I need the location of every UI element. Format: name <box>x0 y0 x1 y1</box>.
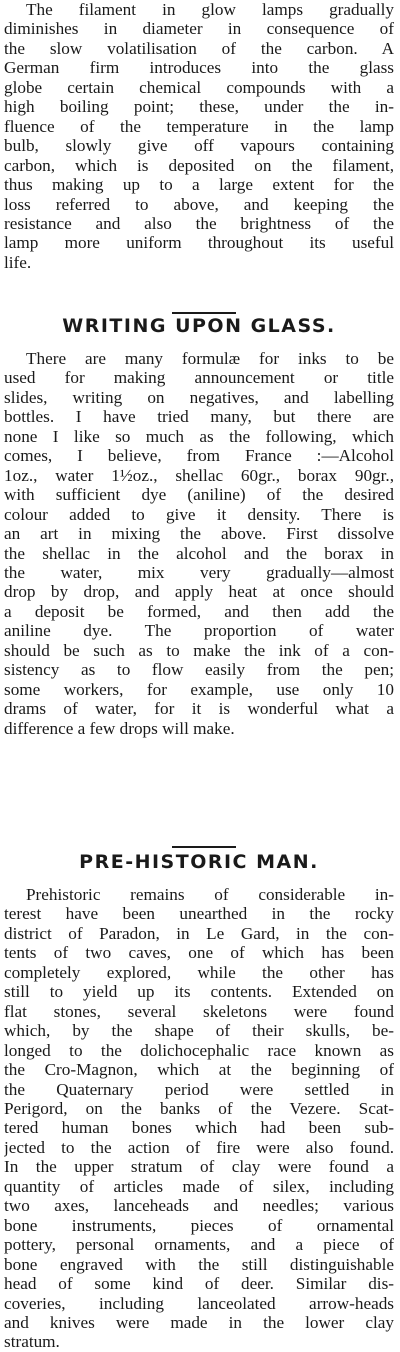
text-line: pottery, personal ornaments, and a piece of <box>4 1235 394 1255</box>
text-line: an art in mixing the above. First dissolve <box>4 524 394 544</box>
text-line: the Cro-Magnon, which at the beginning of <box>4 1060 394 1080</box>
text-line: district of Paradon, in Le Gard, in the con- <box>4 923 394 943</box>
text-line: German firm introduces into the glass <box>4 58 394 78</box>
article-writing-upon-glass <box>4 349 394 738</box>
text-line: with sufficient dye (aniline) of the desired <box>4 485 394 505</box>
text-line: completely explored, while the other has <box>4 962 394 982</box>
text-line: comes, I believe, from France :—Alcohol <box>4 446 394 466</box>
text-line: none I like so much as the following, which <box>4 426 394 446</box>
text-line: In the upper stratum of clay were found a <box>4 1157 394 1177</box>
text-line: and knives were made in the lower clay <box>4 1312 394 1332</box>
text-line: quantity of articles made of silex, including <box>4 1176 394 1196</box>
text-line: should be such as to make the ink of a con- <box>4 640 394 660</box>
section-divider <box>172 846 236 848</box>
text-line: The filament in glow lamps gradually <box>26 0 394 19</box>
heading-writing-upon-glass: WRITING UPON GLASS. <box>62 315 336 337</box>
text-line: longed to the dolichocephalic race known as <box>4 1040 394 1060</box>
text-line: a deposit be formed, and then add the <box>4 601 394 621</box>
text-line: the Quaternary period were settled in <box>4 1079 394 1099</box>
text-line: high boiling point; these, under the in- <box>4 97 394 117</box>
text-line: tered human bones which had been sub- <box>4 1118 394 1138</box>
text-line: the water, mix very gradually—almost <box>4 562 394 582</box>
text-line: loss referred to above, and keeping the <box>4 194 394 214</box>
heading-pre-historic-man: PRE-HISTORIC MAN. <box>79 851 319 873</box>
text-line: two axes, lanceheads and needles; various <box>4 1196 394 1216</box>
section-divider <box>172 312 236 314</box>
text-line: used for making announcement or title <box>4 368 394 388</box>
text-line: flat stones, several skeletons were found <box>4 1001 394 1021</box>
text-line: thus making up to a large extent for the <box>4 175 394 195</box>
text-line: There are many formulæ for inks to be <box>26 349 394 368</box>
text-line: fluence of the temperature in the lamp <box>4 116 394 136</box>
article-pre-historic-man <box>4 885 394 1352</box>
text-line: tents of two caves, one of which has been <box>4 943 394 963</box>
text-line: difference a few drops will make. <box>4 718 235 738</box>
text-line: aniline dye. The proportion of water <box>4 621 394 641</box>
article-glow-lamps <box>4 0 394 272</box>
text-line: some workers, for example, use only 10 <box>4 679 394 699</box>
text-line: which, by the shape of their skulls, be- <box>4 1021 394 1041</box>
text-line: globe certain chemical compounds with a <box>4 77 394 97</box>
text-line: drams of water, for it is wonderful what a <box>4 699 394 719</box>
text-line: slides, writing on negatives, and labelling <box>4 387 394 407</box>
text-line: terest have been unearthed in the rocky <box>4 904 394 924</box>
text-line: jected to the action of fire were also found. <box>4 1137 394 1157</box>
text-line: bottles. I have tried many, but there are <box>4 407 394 427</box>
text-line: bulb, slowly give off vapours containing <box>4 136 394 156</box>
text-line: Prehistoric remains of considerable in- <box>26 885 394 904</box>
text-line: still to yield up its contents. Extended on <box>4 982 394 1002</box>
text-line: head of some kind of deer. Similar dis- <box>4 1274 394 1294</box>
text-line: the slow volatilisation of the carbon. A <box>4 38 394 58</box>
text-line: coveries, including lanceolated arrow-heads <box>4 1293 394 1313</box>
text-line: drop by drop, and apply heat at once should <box>4 582 394 602</box>
text-line: colour added to give it density. There is <box>4 504 394 524</box>
text-line: diminishes in diameter in consequence of <box>4 19 394 39</box>
text-line: Perigord, on the banks of the Vezere. Scat- <box>4 1098 394 1118</box>
text-line: lamp more uniform throughout its useful <box>4 233 394 253</box>
text-line: the shellac in the alcohol and the borax in <box>4 543 394 563</box>
text-line: stratum. <box>4 1332 60 1352</box>
text-line: 1oz., water 1½oz., shellac 60gr., borax 90gr., <box>4 465 394 485</box>
text-line: sistency as to flow easily from the pen; <box>4 660 394 680</box>
text-line: carbon, which is deposited on the filament, <box>4 155 394 175</box>
text-line: bone instruments, pieces of ornamental <box>4 1215 394 1235</box>
text-line: life. <box>4 252 32 272</box>
text-line: resistance and also the brightness of the <box>4 213 394 233</box>
text-line: bone engraved with the still distinguishable <box>4 1254 394 1274</box>
